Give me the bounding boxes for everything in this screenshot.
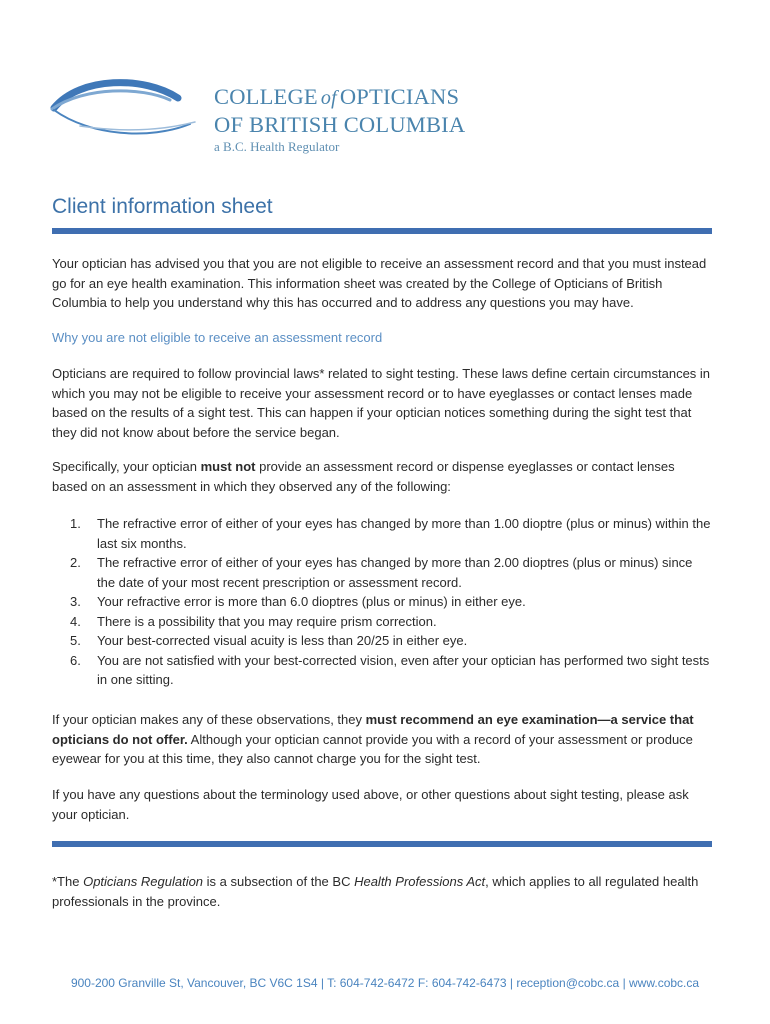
footnote: *The Opticians Regulation is a subsection of the BC Health Professions Act, which applies to all regulated health professionals in the province. [52,874,699,909]
list-item: 6. You are not satisfied with your best-corrected vision, even after your optician has performed two sight tests in one sitting. [70,652,710,687]
logo-wordmark-line1: COLLEGE of OPTICIANS [214,84,460,109]
list-item: 3. Your refractive error is more than 6.0 dioptres (plus or minus) in either eye. [70,594,526,609]
list-item: 5. Your best-corrected visual acuity is less than 20/25 in either eye. [70,633,468,648]
recommendation-paragraph: If your optician makes any of these observations, they must recommend an eye examination—a service that opticians do not offer. Although your optician cannot provide you with a record of your assessment or produce eyewear for you at this time, they also cannot charge you for the sight test. [52,712,694,766]
observations-list [52,514,712,690]
page-title: Client information sheet [52,195,273,218]
list-item: 1. The refractive error of either of your eyes has changed by more than 1.00 dioptre (plus or minus) within the last six months. [70,516,711,551]
laws-paragraph: Opticians are required to follow provincial laws* related to sight testing. These laws define certain circumstances in which you may not be eligible to receive your assessment record or to have eyeglasses or contact lenses made based on the results of a sight test. This can happen if your optician notices something during the sight test that they did not know about before the service began. [52,366,711,440]
title-divider [52,228,712,234]
eye-logo-icon [50,78,200,140]
contact-footer: 900-200 Granville St, Vancouver, BC V6C 1S4 | T: 604-742-6472 F: 604-742-6473 | reception@cobc.ca | www.cobc.ca [70,976,700,990]
section-subheading: Why you are not eligible to receive an assessment record [52,330,383,345]
college-logo [50,78,490,168]
logo-wordmark-line2: OF BRITISH COLUMBIA [214,112,466,137]
intro-paragraph: Your optician has advised you that you are not eligible to receive an assessment record and that you must instead go for an eye health examination. This information sheet was created by the College of Opticians of British Columbia to help you understand why this has occurred and to address any questions you may have. [52,256,707,310]
must-not-paragraph: Specifically, your optician must not provide an assessment record or dispense eyeglasses or contact lenses based on an assessment in which they observed any of the following: [52,459,675,494]
footnote-divider [52,841,712,847]
list-item: 2. The refractive error of either of your eyes has changed by more than 2.00 dioptres (plus or minus) since the date of your most recent prescription or assessment record. [70,555,693,590]
list-item: 4. There is a possibility that you may require prism correction. [70,613,437,629]
logo-tagline: a B.C. Health Regulator [214,139,340,154]
questions-paragraph: If you have any questions about the terminology used above, or other questions about sight testing, please ask your optician. [52,787,689,822]
